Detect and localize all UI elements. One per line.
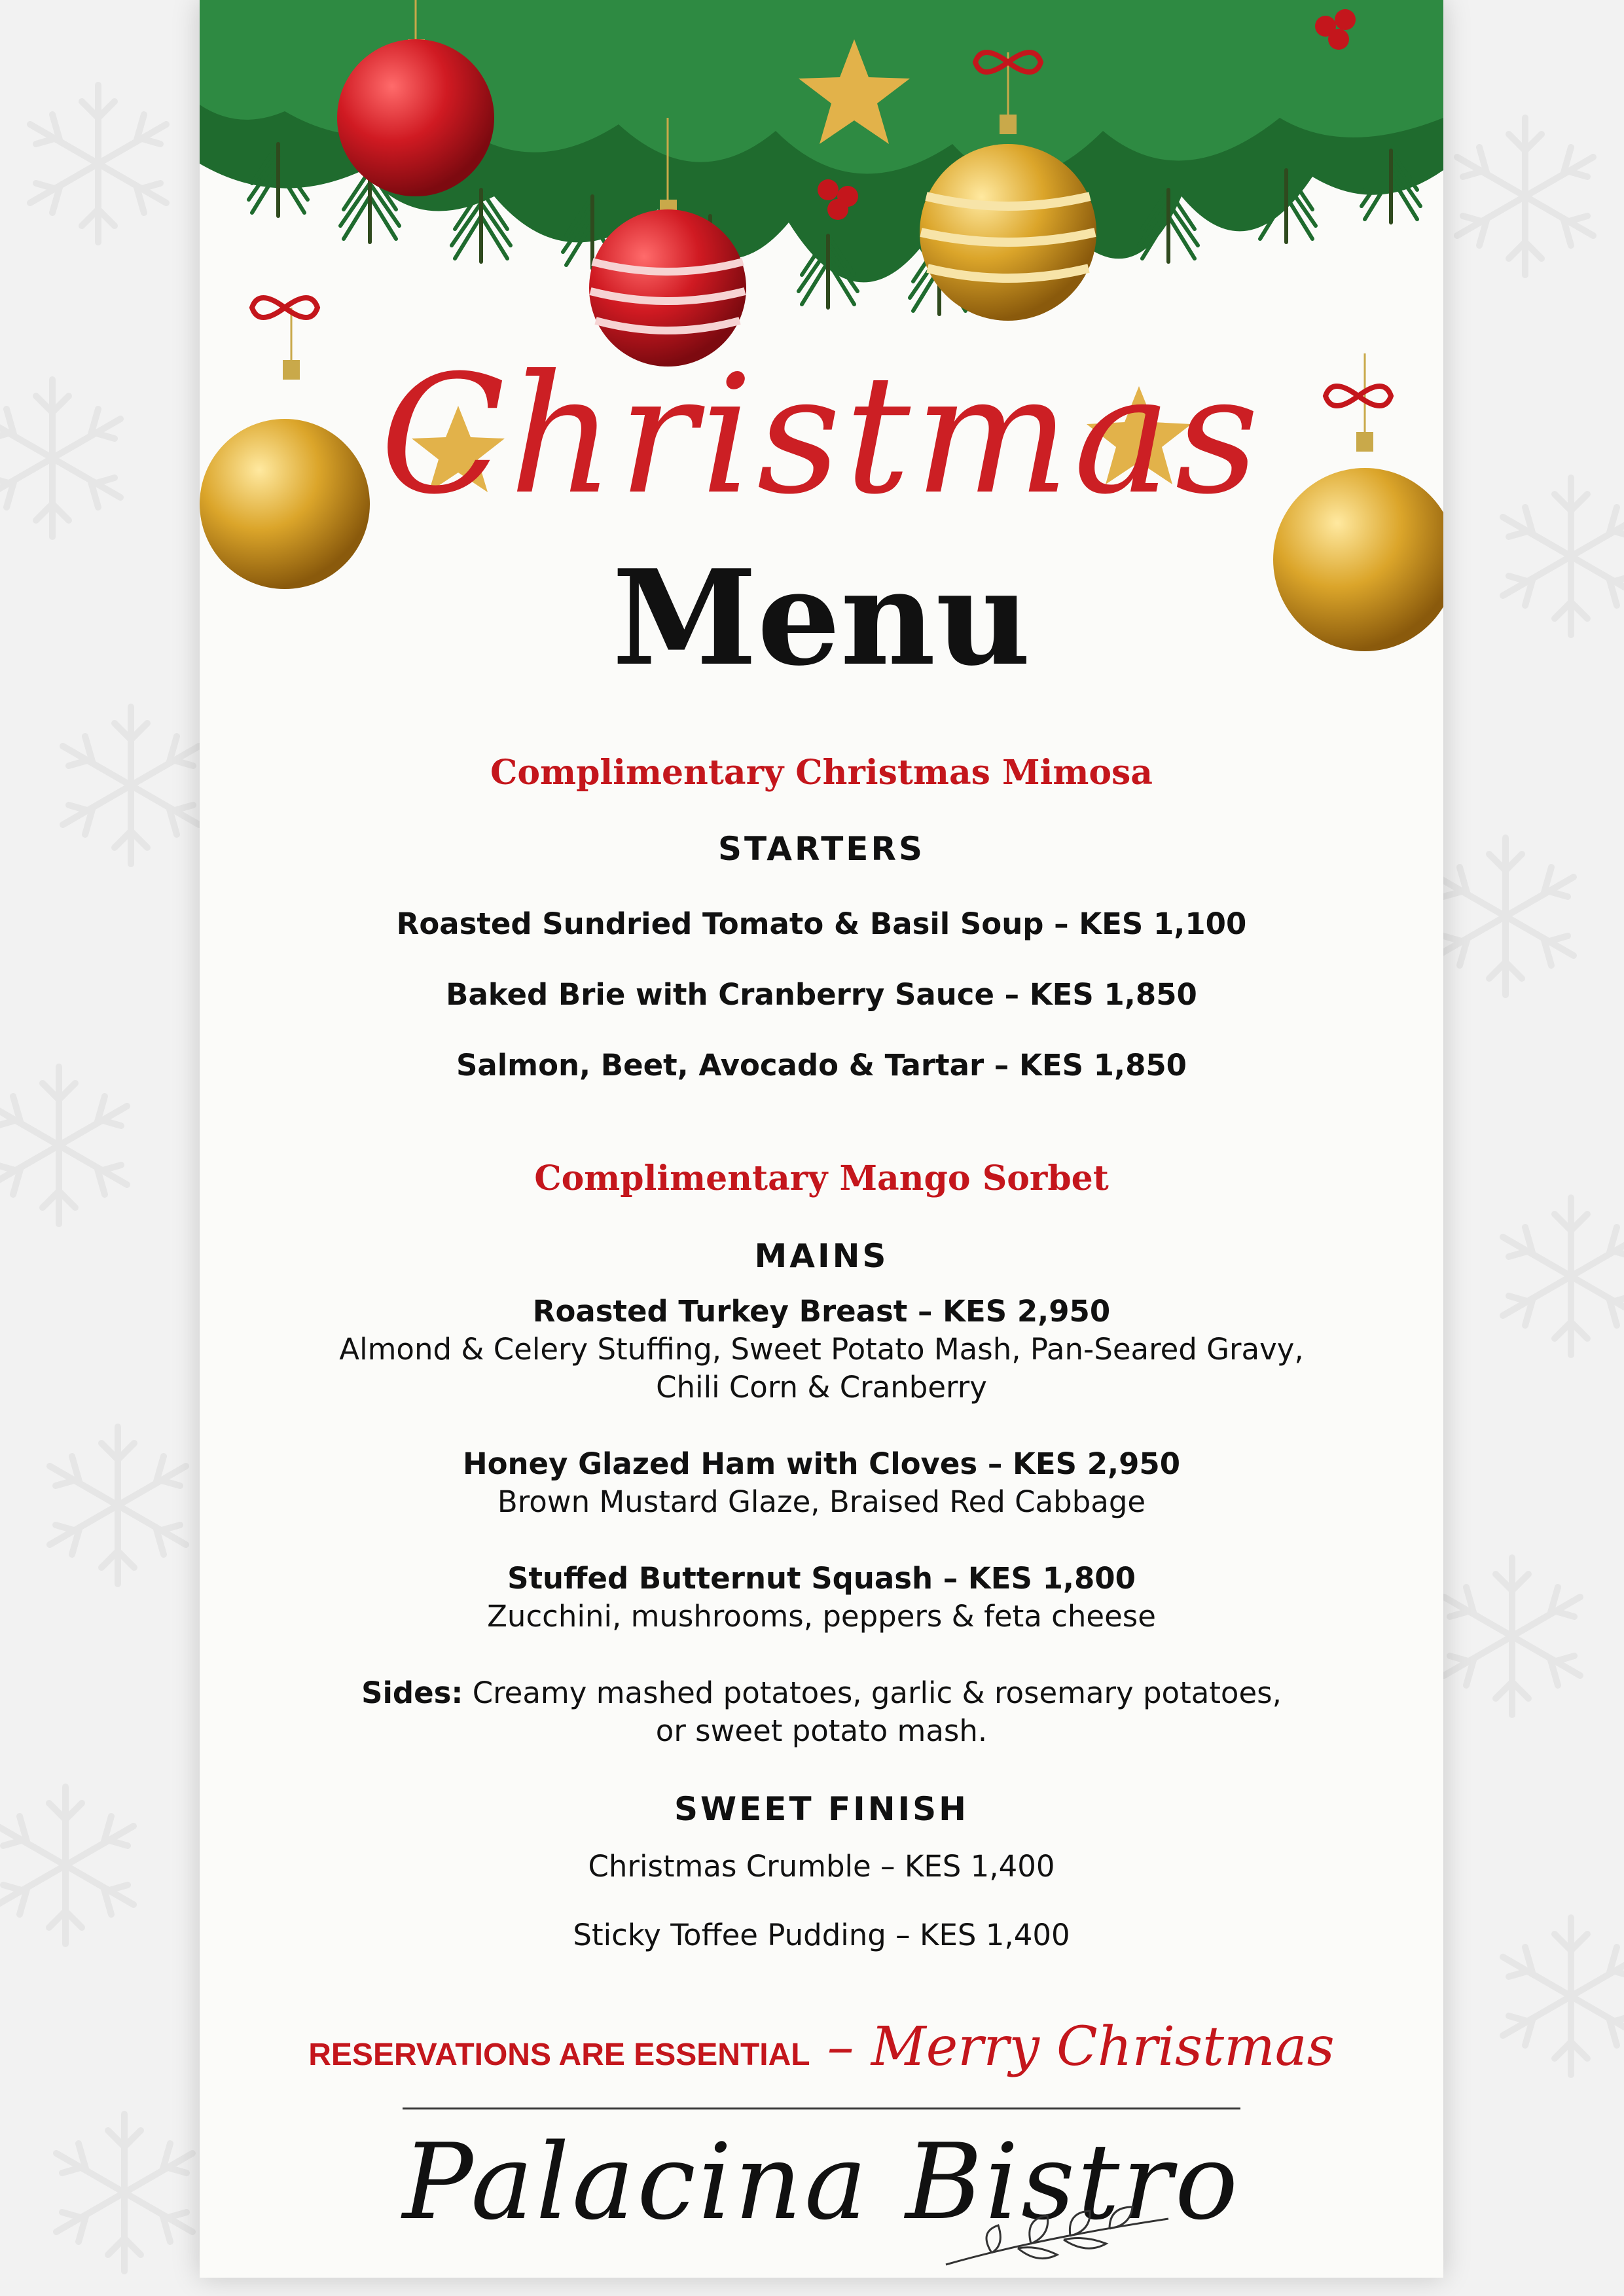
mains-heading: MAINS [754,1237,889,1275]
dessert-item: Christmas Crumble – KES 1,400 [588,1849,1055,1884]
sides-label: Sides: [361,1676,463,1710]
sides-line [200,1676,1443,1710]
complimentary-mimosa: Complimentary Christmas Mimosa [490,753,1153,793]
dash: – [810,2016,871,2078]
merry-christmas: Merry Christmas [871,2016,1335,2078]
title-script: Christmas [380,340,1263,530]
sides-text: Creamy mashed potatoes, garlic & rosemary potatoes, [463,1676,1282,1710]
divider [403,2108,1240,2109]
main-item-name: Stuffed Butternut Squash – KES 1,800 [507,1561,1136,1596]
complimentary-sorbet: Complimentary Mango Sorbet [534,1158,1109,1198]
main-item-name: Roasted Turkey Breast – KES 2,950 [532,1294,1111,1329]
red-ornament-icon [337,39,494,196]
reservations-notice: RESERVATIONS ARE ESSENTIAL [308,2037,810,2072]
title-main: Menu [612,541,1031,695]
main-item-desc: Almond & Celery Stuffing, Sweet Potato Mash, Pan-Seared Gravy, [339,1332,1304,1367]
starter-item: Roasted Sundried Tomato & Basil Soup – KES 1,100 [396,906,1247,941]
starters-heading: STARTERS [718,830,925,868]
starter-item: Baked Brie with Cranberry Sauce – KES 1,850 [446,977,1197,1012]
starter-item: Salmon, Beet, Avocado & Tartar – KES 1,850 [456,1048,1187,1083]
main-item-name: Honey Glazed Ham with Cloves – KES 2,950 [462,1446,1181,1481]
dessert-item: Sticky Toffee Pudding – KES 1,400 [573,1918,1070,1952]
main-item-desc: Zucchini, mushrooms, peppers & feta cheese [487,1599,1156,1634]
main-item-desc: Brown Mustard Glaze, Braised Red Cabbage [497,1484,1146,1519]
brand-signature: Palacina Bistro [402,2121,1241,2243]
sides-line-2: or sweet potato mash. [655,1713,988,1748]
olive-branch-icon [939,2193,1175,2271]
menu-card [200,0,1443,2278]
reservations-line [200,2016,1443,2078]
sweet-finish-heading: SWEET FINISH [674,1790,969,1828]
main-item-desc: Chili Corn & Cranberry [656,1370,987,1405]
